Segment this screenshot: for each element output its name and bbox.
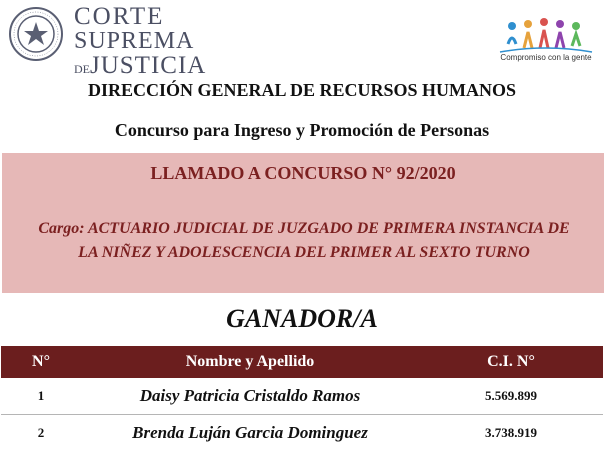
- row-name: Daisy Patricia Cristaldo Ramos: [81, 378, 419, 415]
- brand-line-3: [74, 53, 206, 78]
- col-ci-header: C.I. N°: [419, 346, 603, 378]
- department-title: DIRECCIÓN GENERAL DE RECURSOS HUMANOS: [87, 80, 517, 100]
- row-number: 2: [37, 425, 45, 440]
- table-row: [1, 415, 603, 452]
- col-number-header: N°: [1, 346, 81, 378]
- brand-line-2: SUPREMA: [74, 28, 195, 54]
- brand-line-1: CORTE: [74, 3, 165, 30]
- col-name-header: Nombre y Apellido: [81, 346, 419, 378]
- cargo-line-2: LA NIÑEZ Y ADOLESCENCIA DEL PRIMER AL SEXTO TURNO: [78, 244, 530, 261]
- brand-logo-text: [74, 4, 206, 78]
- row-name: Brenda Luján Garcia Dominguez: [132, 423, 368, 442]
- row-number: 1: [1, 378, 81, 415]
- winners-table: [1, 346, 603, 451]
- row-ci: 3.738.919: [485, 425, 537, 440]
- call-number: LLAMADO A CONCURSO N° 92/2020: [150, 163, 456, 183]
- cargo-description: [10, 217, 598, 265]
- call-banner: [2, 153, 604, 293]
- brand-prefix: DE: [74, 62, 90, 76]
- table-row: [1, 378, 603, 415]
- row-ci: 5.569.899: [419, 378, 603, 415]
- brand-line-3-text: JUSTICIA: [90, 52, 207, 79]
- tagline: Compromiso con la gente: [500, 53, 592, 62]
- table-header-row: [1, 346, 603, 378]
- winner-heading: GANADOR/A: [226, 304, 378, 333]
- national-seal-icon: [8, 6, 64, 62]
- contest-title: Concurso para Ingreso y Promoción de Personas: [114, 120, 490, 140]
- page-header: [0, 0, 604, 79]
- cargo-line-1: Cargo: ACTUARIO JUDICIAL DE JUZGADO DE PRIMERA INSTANCIA DE: [38, 220, 570, 237]
